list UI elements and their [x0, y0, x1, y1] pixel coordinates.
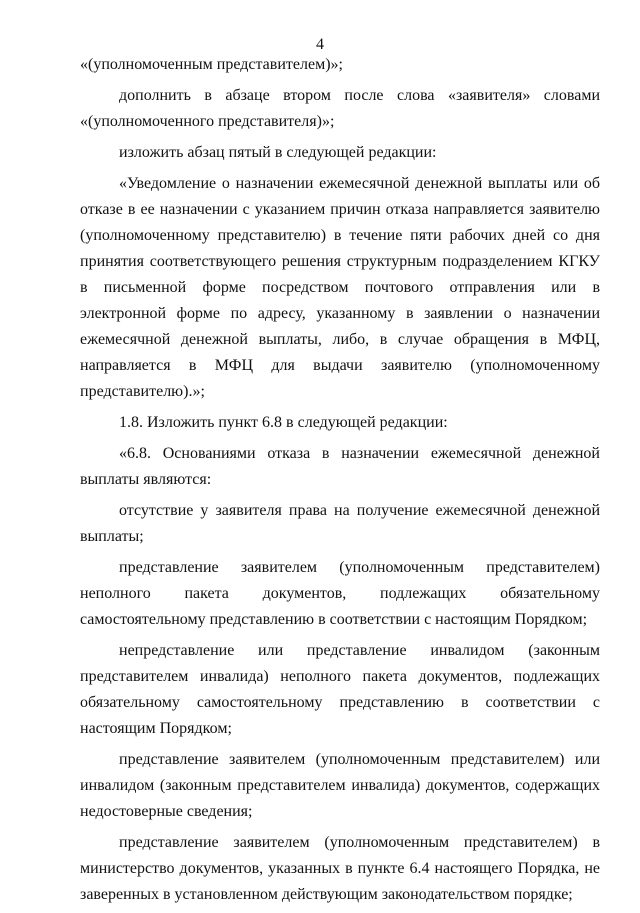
paragraph-ground-incomplete-disabled: непредставление или представление инвалидом (законным представителем инвалида) неполного пакета документов, подлежащих обязательному самостоятельному представлению в соответствии с настоящим Порядком; — [80, 642, 600, 737]
paragraph-ground-incomplete-applicant: представление заявителем (уполномоченным представителем) неполного пакета документов, подлежащих обязательному самостоятельному представлению в соответствии с настоящим Порядком; — [80, 559, 600, 628]
document-body — [80, 52, 600, 913]
page-number: 4 — [316, 36, 324, 53]
paragraph-ground-no-right: отсутствие у заявителя права на получение ежемесячной денежной выплаты; — [80, 502, 600, 545]
paragraph-continuation: «(уполномоченным представителем)»; — [80, 56, 343, 73]
paragraph-item-1-8: 1.8. Изложить пункт 6.8 в следующей редакции: — [119, 414, 448, 431]
paragraph-notification: «Уведомление о назначении ежемесячной денежной выплаты или об отказе в ее назначении с указанием причин отказа направляется заявителю (уполномоченному представителю) в течение пяти рабочих дней со дня принятия соответствующего решения структурным подразделением КГКУ в письменной форме посредством почтового отправления или в электронной форме по адресу, указанному в заявлении о назначении ежемесячной денежной выплаты, либо, в случае обращения в МФЦ, направляется в МФЦ для выдачи заявителю (уполномоченному представителю).»; — [80, 175, 600, 400]
paragraph-ground-false-info: представление заявителем (уполномоченным представителем) или инвалидом (законным представителем инвалида) документов, содержащих недостоверные сведения; — [80, 751, 600, 820]
paragraph-amendment-add: дополнить в абзаце втором после слова «заявителя» словами «(уполномоченного представителя)»; — [80, 87, 600, 130]
paragraph-ground-uncertified: представление заявителем (уполномоченным представителем) в министерство документов, указанных в пункте 6.4 настоящего Порядка, не заверенных в установленном действующим законодательством порядке; — [80, 834, 600, 903]
paragraph-item-6-8: «6.8. Основаниями отказа в назначении ежемесячной денежной выплаты являются: — [80, 445, 600, 488]
paragraph-amendment-intro: изложить абзац пятый в следующей редакции: — [119, 144, 437, 161]
